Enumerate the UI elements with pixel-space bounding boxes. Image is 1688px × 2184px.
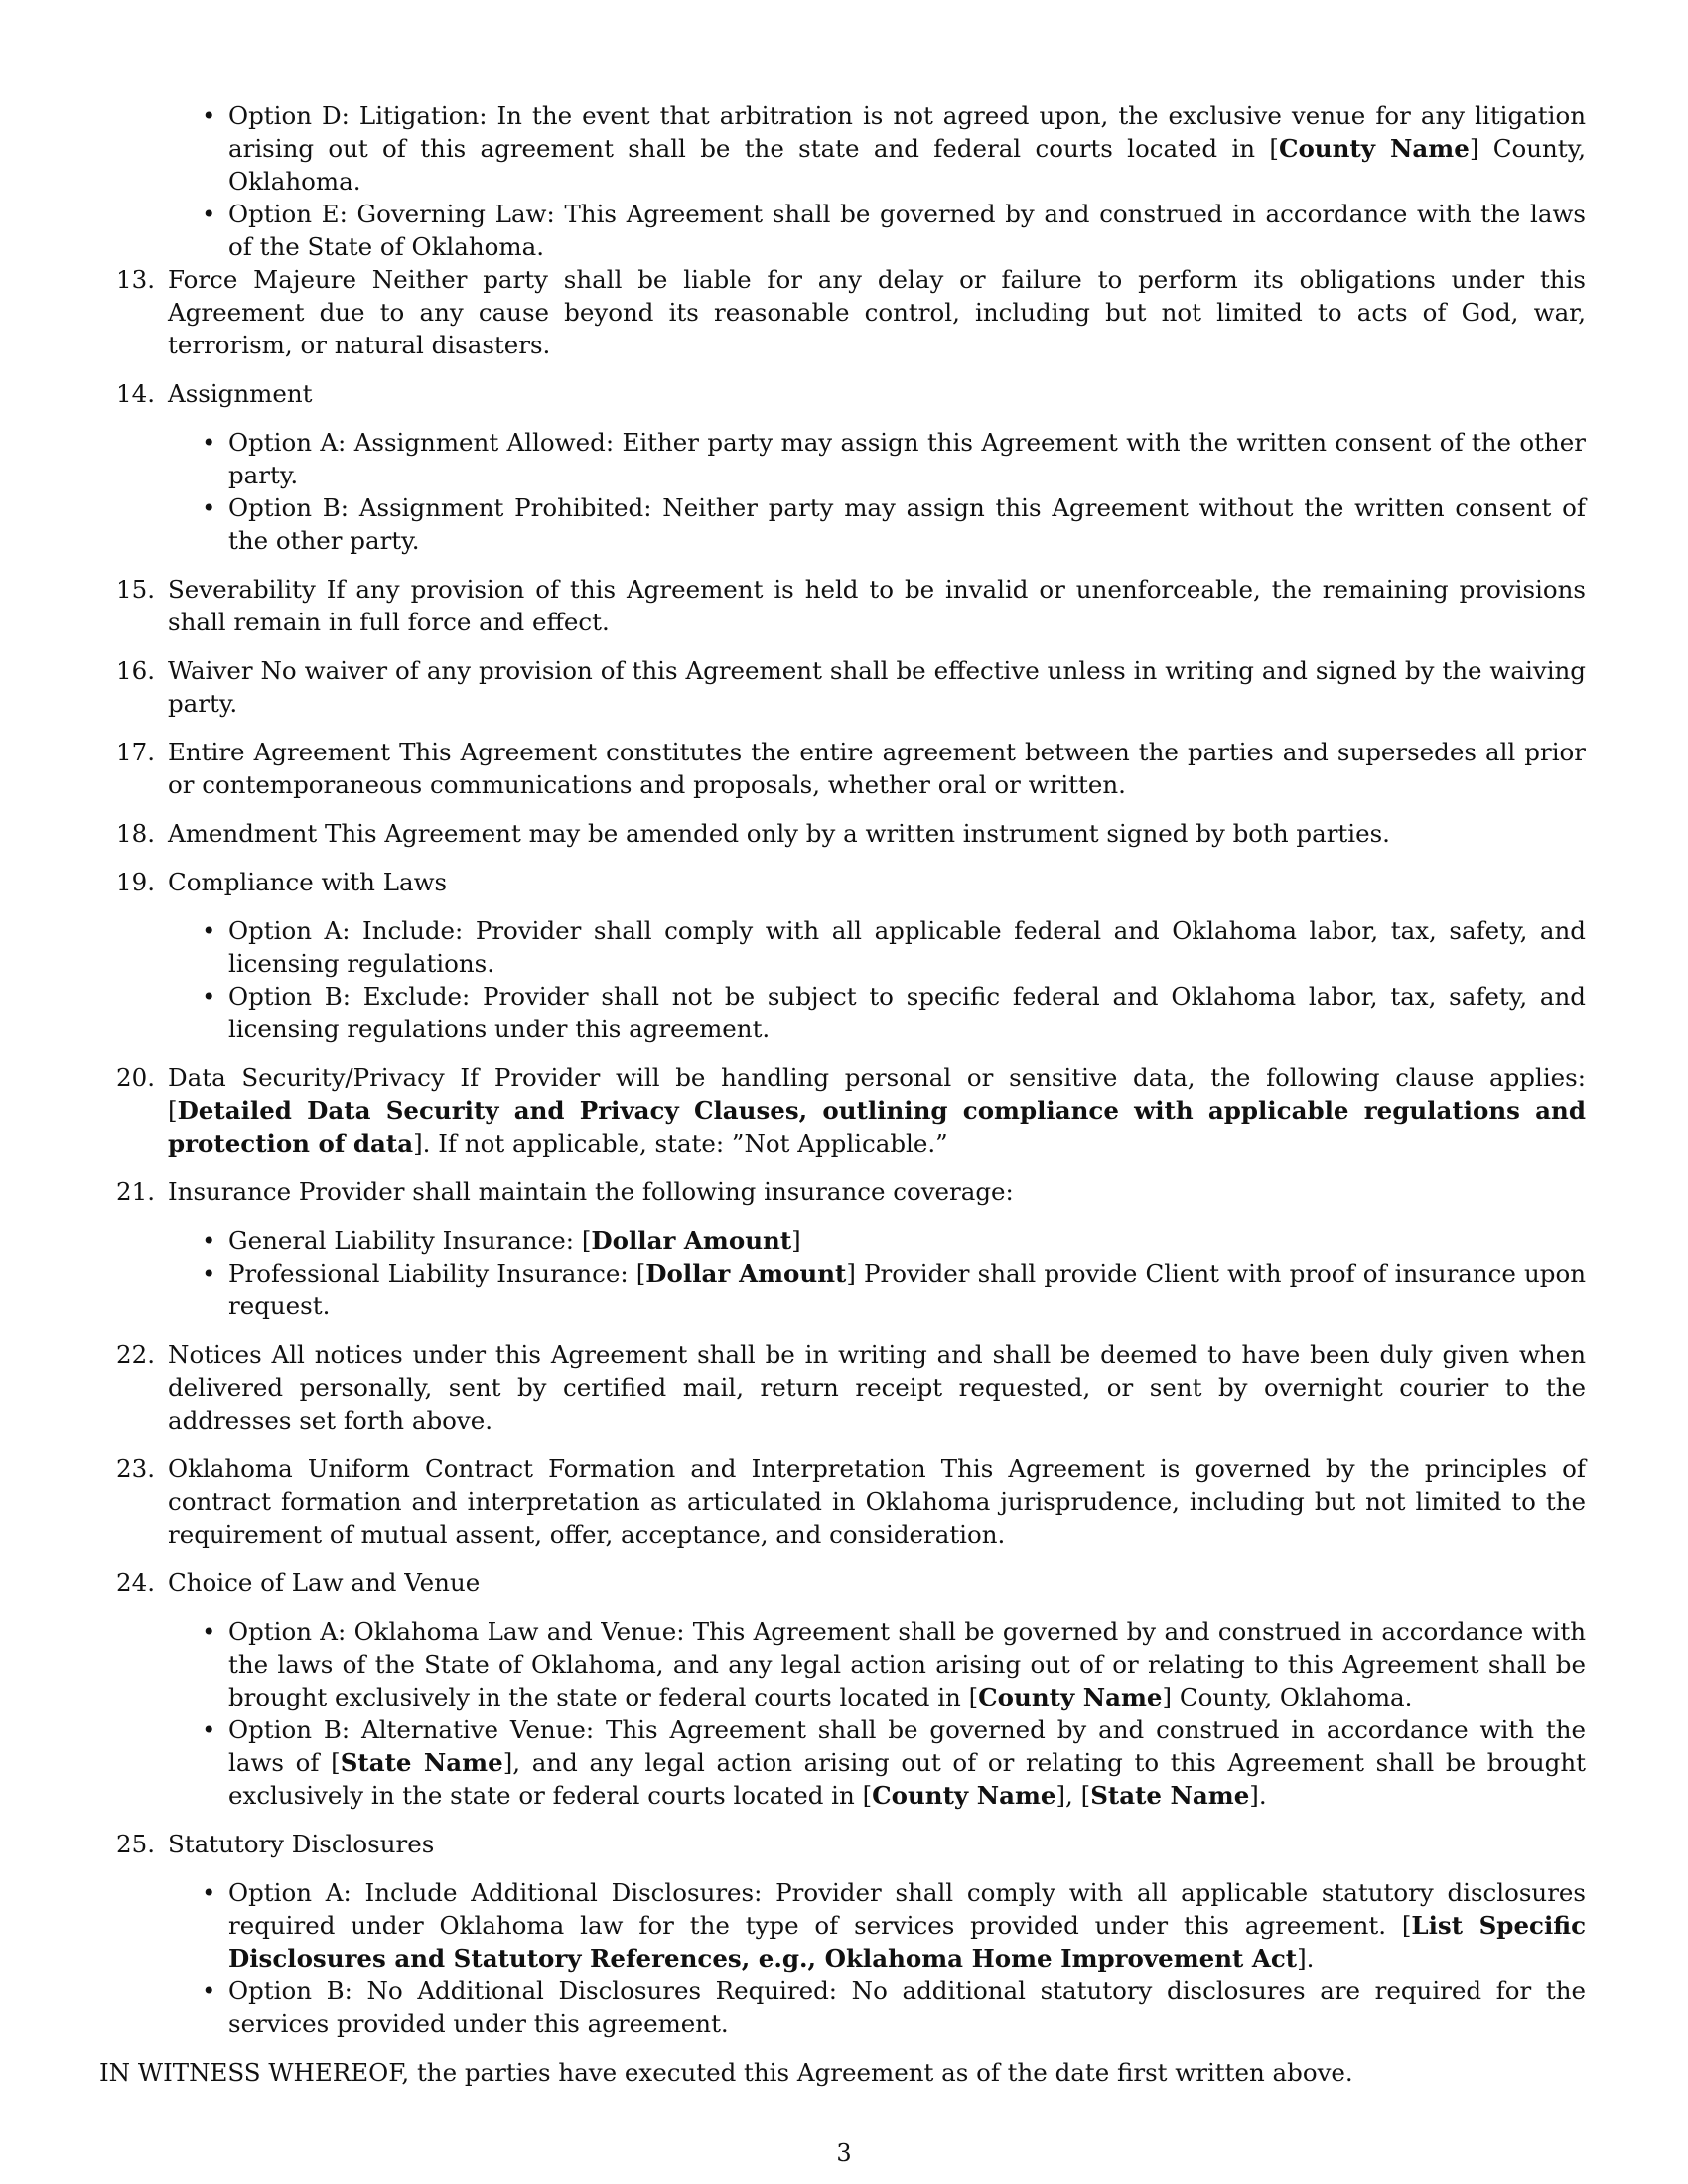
top-bullet-list [99,99,1586,263]
clause-text: Data Security/Privacy If Provider will be handling personal or sensitive data, the following clause applies: [Detailed Data Security and Privacy Clauses, outlining compliance with applicable regulations and protection of data]. If not applicable, state: ”Not Applicable.” [168,1063,1586,1158]
clause-item [99,817,1586,850]
clause-text: Oklahoma Uniform Contract Formation and Interpretation This Agreement is governed by the principles of contract formation and interpretation as articulated in Oklahoma jurisprudence, including but not limited to the requirement of mutual assent, offer, acceptance, and consideration. [168,1454,1586,1549]
clause-item [99,654,1586,720]
clause-text: Entire Agreement This Agreement constitutes the entire agreement between the parties and supersedes all prior or contemporaneous communications and proposals, whether oral or written. [168,738,1586,799]
bullet-option: • Option A: Oklahoma Law and Venue: This Agreement shall be governed by and construed in accordance with the laws of the State of Oklahoma, and any legal action arising out of or relating to this Agreement shall be brought exclusively in the state or federal courts located in [County Name] County, Oklahoma. [168,1615,1586,1713]
clause-text: Waiver No waiver of any provision of this Agreement shall be effective unless in writing and signed by the waiving party. [168,656,1586,718]
numbered-clauses [99,263,1586,2040]
document-body [99,99,1586,2089]
witness-statement: IN WITNESS WHEREOF, the parties have executed this Agreement as of the date first written above. [99,2058,1353,2087]
placeholder-field: State Name [340,1748,503,1777]
clause-item [99,573,1586,638]
bullet-option: • Option B: Alternative Venue: This Agreement shall be governed by and construed in accordance with the laws of [State Name], and any legal action arising out of or relating to this Agreement shall be brought exclusively in the state or federal courts located in [County Name], [State Name]. [168,1713,1586,1812]
clause-options [168,1876,1586,2040]
bullet-option: • General Liability Insurance: [Dollar Amount] [168,1224,1586,1257]
bullet-option: • Professional Liability Insurance: [Dollar Amount] Provider shall provide Client with proof of insurance upon request. [168,1257,1586,1322]
bullet-option: • Option B: Assignment Prohibited: Neither party may assign this Agreement without the written consent of the other party. [168,491,1586,557]
clause-text: Statutory Disclosures [168,1830,435,1858]
clause-text: Insurance Provider shall maintain the following insurance coverage: [168,1177,1014,1206]
clause-item [99,1061,1586,1160]
clause-number: 18. [116,819,155,848]
placeholder-field: County Name [978,1683,1163,1711]
placeholder-field: Dollar Amount [591,1226,792,1255]
clause-number: 20. [116,1063,155,1092]
bullet-option: • Option A: Include Additional Disclosures: Provider shall comply with all applicable statutory disclosures required under Oklahoma law for the type of services provided under this agreement. [List Specific Disclosures and Statutory References, e.g., Oklahoma Home Improvement Act]. [168,1876,1586,1975]
clause-item [99,377,1586,557]
bullet-option: • Option E: Governing Law: This Agreement shall be governed by and construed in accordance with the laws of the State of Oklahoma. [99,198,1586,263]
placeholder-field: County Name [872,1781,1056,1810]
bullet-option: • Option A: Include: Provider shall comply with all applicable federal and Oklahoma labor, tax, safety, and licensing regulations. [168,914,1586,980]
clause-number: 22. [116,1340,155,1369]
clause-options [168,1615,1586,1812]
clause-number: 16. [116,656,155,685]
page-number: 3 [836,2139,852,2167]
bullet-option: • Option B: Exclude: Provider shall not be subject to specific federal and Oklahoma labor, tax, safety, and licensing regulations under this agreement. [168,980,1586,1045]
bullet-option: • Option A: Assignment Allowed: Either party may assign this Agreement with the written consent of the other party. [168,426,1586,491]
clause-number: 13. [116,265,155,294]
clause-number: 25. [116,1830,155,1858]
clause-item [99,1828,1586,2040]
clause-item [99,1567,1586,1812]
clause-item [99,1452,1586,1551]
clause-options [168,426,1586,557]
clause-item [99,866,1586,1045]
clause-text: Compliance with Laws [168,868,448,896]
clause-number: 21. [116,1177,155,1206]
clause-number: 23. [116,1454,155,1483]
placeholder-field: Detailed Data Security and Privacy Clauses, outlining compliance with applicable regulations and protection of data [168,1096,1586,1158]
placeholder-field: List Specific Disclosures and Statutory References, e.g., Oklahoma Home Improvement Act [228,1911,1586,1973]
clause-number: 14. [116,379,155,408]
clause-number: 19. [116,868,155,896]
clause-number: 17. [116,738,155,766]
clause-text: Force Majeure Neither party shall be liable for any delay or failure to perform its obligations under this Agreement due to any cause beyond its reasonable control, including but not limited to acts of God, war, terrorism, or natural disasters. [168,265,1586,359]
clause-text: Notices All notices under this Agreement shall be in writing and shall be deemed to have been duly given when delivered personally, sent by certified mail, return receipt requested, or sent by overnight courier to the addresses set forth above. [168,1340,1586,1434]
clause-text: Choice of Law and Venue [168,1569,481,1597]
clause-number: 15. [116,575,155,604]
clause-number: 24. [116,1569,155,1597]
clause-item [99,1175,1586,1322]
bullet-option: • Option D: Litigation: In the event that arbitration is not agreed upon, the exclusive venue for any litigation arising out of this agreement shall be the state and federal courts located in [County Name] County, Oklahoma. [99,99,1586,198]
placeholder-field: County Name [1278,134,1470,163]
clause-options [168,1224,1586,1322]
clause-options [168,914,1586,1045]
clause-text: Severability If any provision of this Agreement is held to be invalid or unenforceable, the remaining provisions shall remain in full force and effect. [168,575,1586,636]
clause-item [99,736,1586,801]
clause-text: Assignment [168,379,313,408]
clause-item [99,263,1586,361]
placeholder-field: Dollar Amount [645,1259,847,1288]
placeholder-field: State Name [1090,1781,1250,1810]
bullet-option: • Option B: No Additional Disclosures Required: No additional statutory disclosures are required for the services provided under this agreement. [168,1975,1586,2040]
clause-item [99,1338,1586,1436]
clause-text: Amendment This Agreement may be amended only by a written instrument signed by both parties. [168,819,1390,848]
